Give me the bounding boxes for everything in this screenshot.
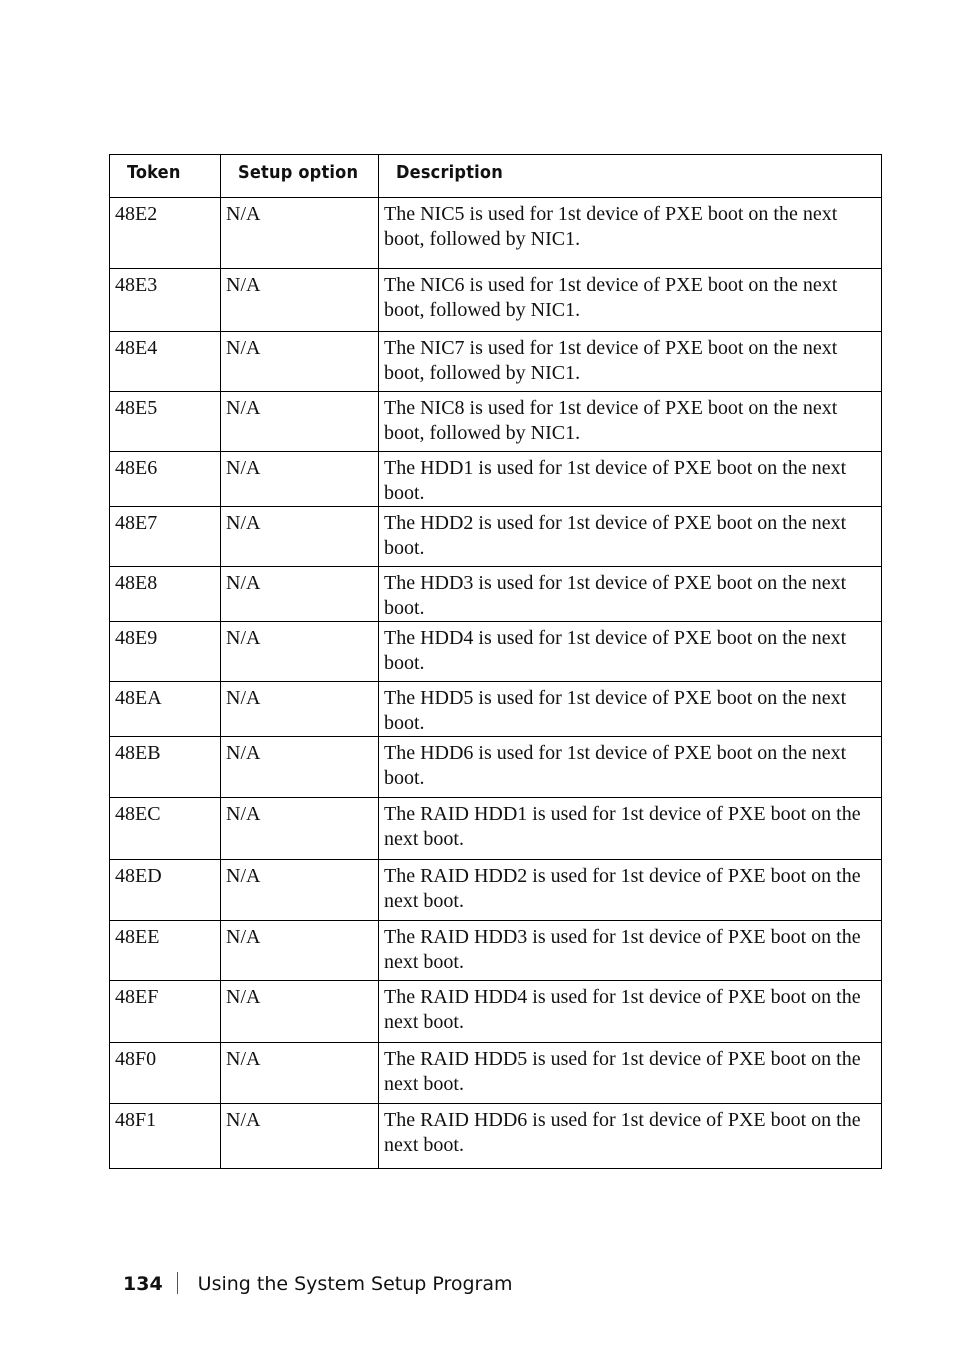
- token-cell: 48EC: [110, 798, 221, 860]
- token-table-body: [110, 198, 882, 1169]
- token-cell: 48EA: [110, 682, 221, 737]
- description-cell: The NIC8 is used for 1st device of PXE boot on the next boot, followed by NIC1.: [379, 392, 882, 452]
- token-cell: 48E9: [110, 622, 221, 682]
- table-row: [110, 737, 882, 798]
- token-cell: 48E7: [110, 507, 221, 567]
- token-cell: 48E2: [110, 198, 221, 269]
- table-row: [110, 1043, 882, 1104]
- setup-option-cell: N/A: [221, 921, 379, 981]
- description-cell: The HDD4 is used for 1st device of PXE boot on the next boot.: [379, 622, 882, 682]
- table-row: [110, 567, 882, 622]
- setup-option-cell: N/A: [221, 1043, 379, 1104]
- table-row: [110, 392, 882, 452]
- setup-option-cell: N/A: [221, 452, 379, 507]
- description-cell: The RAID HDD6 is used for 1st device of PXE boot on the next boot.: [379, 1104, 882, 1169]
- table-row: [110, 507, 882, 567]
- token-cell: 48E4: [110, 332, 221, 392]
- table-row: [110, 452, 882, 507]
- header-row: [110, 155, 882, 198]
- table-row: [110, 269, 882, 332]
- description-cell: The HDD6 is used for 1st device of PXE boot on the next boot.: [379, 737, 882, 798]
- token-cell: 48E6: [110, 452, 221, 507]
- description-cell: The HDD2 is used for 1st device of PXE boot on the next boot.: [379, 507, 882, 567]
- table-row: [110, 798, 882, 860]
- setup-option-cell: N/A: [221, 622, 379, 682]
- description-cell: The NIC5 is used for 1st device of PXE boot on the next boot, followed by NIC1.: [379, 198, 882, 269]
- token-cell: 48E8: [110, 567, 221, 622]
- setup-option-cell: N/A: [221, 392, 379, 452]
- page-number: 134: [123, 1273, 163, 1295]
- description-cell: The NIC6 is used for 1st device of PXE boot on the next boot, followed by NIC1.: [379, 269, 882, 332]
- setup-option-cell: N/A: [221, 567, 379, 622]
- table-row: [110, 981, 882, 1043]
- table-row: [110, 860, 882, 921]
- description-cell: The RAID HDD1 is used for 1st device of PXE boot on the next boot.: [379, 798, 882, 860]
- footer-section-title: Using the System Setup Program: [197, 1273, 513, 1295]
- token-cell: 48E5: [110, 392, 221, 452]
- setup-option-cell: N/A: [221, 332, 379, 392]
- description-cell: The NIC7 is used for 1st device of PXE boot on the next boot, followed by NIC1.: [379, 332, 882, 392]
- token-table: [109, 154, 882, 1169]
- description-cell: The HDD1 is used for 1st device of PXE boot on the next boot.: [379, 452, 882, 507]
- description-cell: The HDD5 is used for 1st device of PXE boot on the next boot.: [379, 682, 882, 737]
- setup-option-cell: N/A: [221, 798, 379, 860]
- token-table-header: [110, 155, 882, 198]
- description-cell: The HDD3 is used for 1st device of PXE boot on the next boot.: [379, 567, 882, 622]
- setup-option-cell: N/A: [221, 507, 379, 567]
- header-token: Token: [110, 155, 221, 198]
- token-cell: 48E3: [110, 269, 221, 332]
- token-cell: 48F0: [110, 1043, 221, 1104]
- token-cell: 48ED: [110, 860, 221, 921]
- token-cell: 48EE: [110, 921, 221, 981]
- setup-option-cell: N/A: [221, 682, 379, 737]
- token-cell: 48EF: [110, 981, 221, 1043]
- table-row: [110, 332, 882, 392]
- setup-option-cell: N/A: [221, 269, 379, 332]
- header-description: Description: [379, 155, 882, 198]
- table-row: [110, 921, 882, 981]
- header-setup-option: Setup option: [221, 155, 379, 198]
- description-cell: The RAID HDD5 is used for 1st device of PXE boot on the next boot.: [379, 1043, 882, 1104]
- table-row: [110, 1104, 882, 1169]
- table-row: [110, 622, 882, 682]
- description-cell: The RAID HDD4 is used for 1st device of PXE boot on the next boot.: [379, 981, 882, 1043]
- setup-option-cell: N/A: [221, 198, 379, 269]
- description-cell: The RAID HDD2 is used for 1st device of PXE boot on the next boot.: [379, 860, 882, 921]
- footer-separator: [177, 1272, 178, 1294]
- setup-option-cell: N/A: [221, 860, 379, 921]
- setup-option-cell: N/A: [221, 1104, 379, 1169]
- table-row: [110, 682, 882, 737]
- page-footer: [123, 1272, 513, 1295]
- token-cell: 48EB: [110, 737, 221, 798]
- token-cell: 48F1: [110, 1104, 221, 1169]
- setup-option-cell: N/A: [221, 737, 379, 798]
- table-row: [110, 198, 882, 269]
- description-cell: The RAID HDD3 is used for 1st device of PXE boot on the next boot.: [379, 921, 882, 981]
- setup-option-cell: N/A: [221, 981, 379, 1043]
